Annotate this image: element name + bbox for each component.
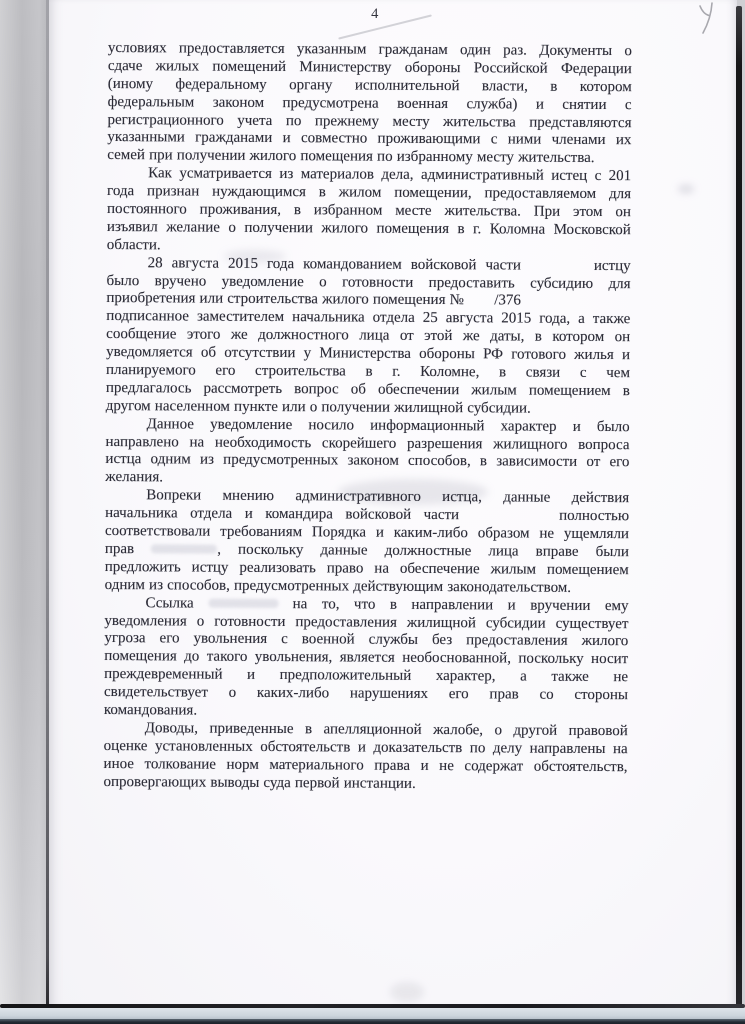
- text-line: было вручено уведомление о готовности предоставить субсидию для: [106, 272, 631, 292]
- text-line: регистрационного учета по прежнему месту жительства представляются: [107, 111, 632, 131]
- text-line: предлагалось рассмотреть вопрос об обеспечении жилым помещением в: [105, 379, 630, 400]
- text-line: указанными гражданами и совместно проживающими с ними членами их: [107, 129, 632, 149]
- redaction-smudge: [208, 598, 278, 607]
- paragraph: [107, 165, 632, 258]
- text-line: подписанное заместителем начальника отдела 25 августа 2015 года, а также: [106, 308, 631, 328]
- text-line: одним из способов, предусмотренных действующим законодательством.: [104, 576, 572, 596]
- text-line: предложить истцу реализовать право на обеспечение жилым помещением: [104, 558, 629, 579]
- text-line: (иному федеральному органу исполнительной власти, в котором: [107, 75, 632, 95]
- redaction-gap: [472, 518, 547, 519]
- text-line: года признан нуждающимся в жилом помещении, предоставляемом для: [107, 183, 632, 203]
- text-line: области.: [106, 236, 161, 254]
- redaction-gap: [468, 304, 490, 305]
- text-line: семей при получении жилого помещения по избранному месту жительства.: [107, 147, 595, 167]
- scan-edge-right-strip: [736, 6, 742, 1006]
- text-line: сообщение этого же должностного лица от этой же даты, в котором он: [106, 326, 631, 346]
- text-line: Данное уведомление носило информационный характер и было: [146, 415, 630, 435]
- text-line: свидетельствует о каких-либо нарушениях его прав со стороны: [103, 684, 629, 704]
- text-line: Вопреки мнению административного истца, данные действия: [146, 487, 630, 507]
- text-line: желания.: [105, 469, 164, 486]
- text-line: угроза его увольнения с военной службы без предоставления жилого: [104, 630, 629, 650]
- text-line: уведомления о готовности предоставления жилищной субсидии существует: [104, 612, 629, 632]
- text-line: преждевременный и предположительный характер, а также не: [104, 666, 629, 686]
- text-line: иное толкование норм материального права и не содержат обстоятельств,: [103, 755, 628, 775]
- paragraph: [106, 255, 631, 419]
- text-line: командования.: [103, 701, 198, 719]
- paragraph: [104, 595, 629, 723]
- text-line: постоянного проживания, в избранном месте жительства. При этом он: [106, 201, 632, 221]
- text-line: направлено на необходимость скорейшего разрешения жилищного вопроса: [105, 433, 630, 453]
- bleed-through-mark: [678, 185, 694, 193]
- text-line: прав , поскольку данные должностные лица вправе были: [104, 540, 629, 561]
- text-line: другом населенном пункте или о получении жилищной субсидии.: [105, 397, 531, 417]
- handwritten-pencil-mark: [694, 1, 720, 37]
- text-line: опровергающих выводы суда первой инстанции.: [103, 773, 416, 792]
- paragraph: [105, 416, 629, 491]
- paragraph: [107, 40, 632, 168]
- document-text-column: [103, 40, 632, 795]
- text-line: начальника отдела и командира войсковой части полностью: [105, 505, 630, 525]
- text-line: Как усматривается из материалов дела, административный истец с 201: [148, 165, 632, 185]
- text-line: сдаче жилых помещений Министерству обороны Российской Федерации: [107, 57, 632, 78]
- paragraph: [103, 720, 627, 795]
- text-line: федеральным законом предусмотрена военная служба) и снятии с: [107, 93, 632, 113]
- redaction-smudge: [151, 544, 217, 553]
- text-line: Доводы, приведенные в апелляционной жалобе, о другой правовой: [144, 720, 628, 740]
- text-line: Ссылка на то, что в направлении и вручении ему: [145, 594, 629, 614]
- text-line: изъявил желание о получении жилого помещения в г. Коломна Московской: [106, 218, 631, 239]
- scan-background-left-band: [0, 0, 49, 1024]
- text-line: помещения до такого увольнения, является необоснованной, поскольку носит: [104, 648, 629, 668]
- scan-background-bottom-strip: [0, 1008, 745, 1019]
- paragraph: [105, 487, 630, 598]
- text-line: соответствовали требованиям Порядка и каким-либо образом не ущемляли: [104, 523, 630, 543]
- paper-left-edge-line: [46, 0, 49, 1006]
- text-line: планируемого его строительства в г. Коломне, в связи с чем: [105, 362, 631, 382]
- text-line: оценке установленных обстоятельств и доказательств по делу направлены на: [103, 737, 628, 757]
- text-line: приобретения или строительства жилого помещения № /376: [106, 290, 521, 309]
- text-line: 28 августа 2015 года командованием войсковой части истцу: [147, 254, 631, 274]
- page-number: 4: [371, 6, 379, 22]
- text-line: условиях предоставляется указанным гражданам один раз. Документы о: [107, 40, 632, 60]
- text-line: уведомляется об отсутствии у Министерства обороны РФ готового жилья и: [106, 344, 631, 364]
- redaction-gap: [530, 268, 585, 269]
- text-line: истца одним из предусмотренных законом способов, в зависимости от его: [105, 451, 630, 471]
- scan-bottom-dark-edge: [0, 1019, 745, 1024]
- bleed-through-mark: [390, 982, 424, 1002]
